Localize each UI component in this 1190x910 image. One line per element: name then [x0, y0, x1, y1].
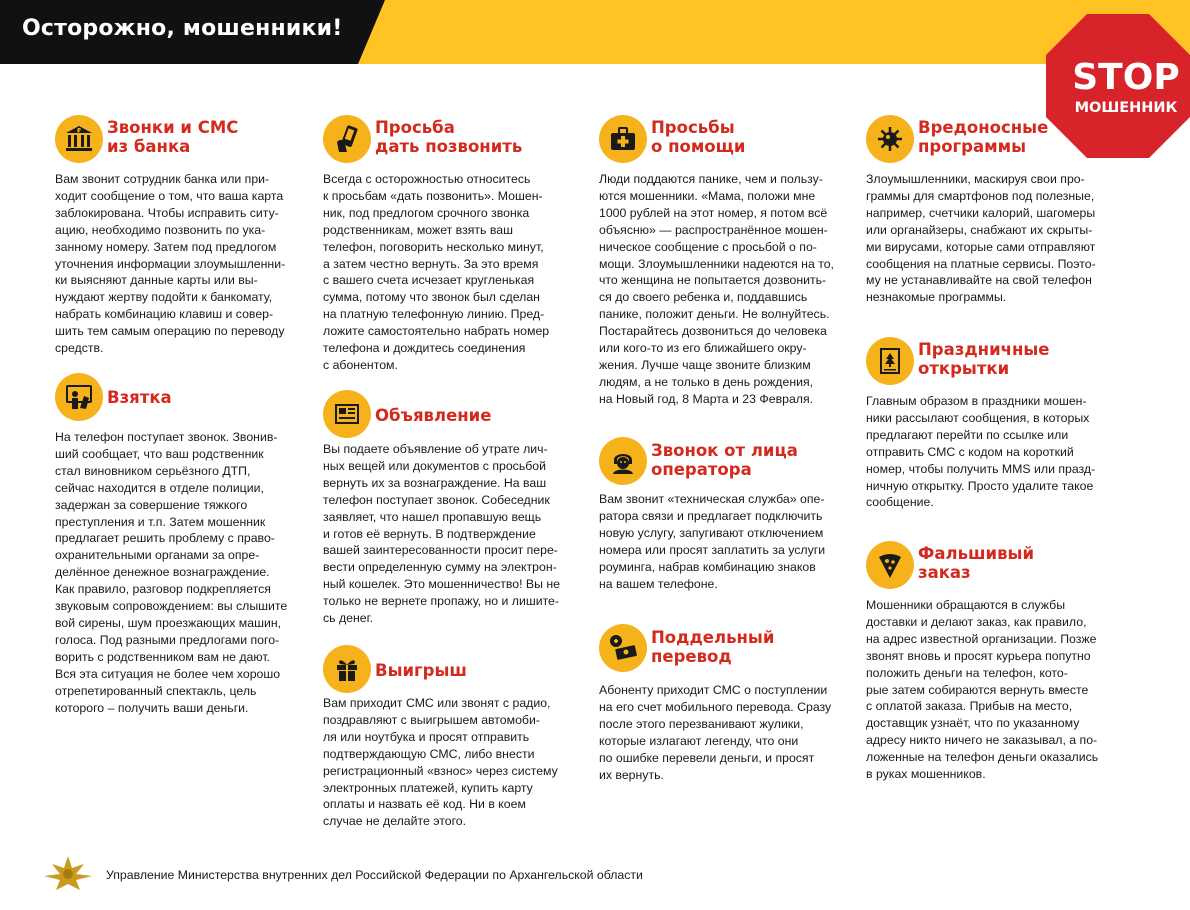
section-text: Люди поддаются панике, чем и пользу- ются мошенники. «Мама, положи мне 1000 рублей на этот номер, я потом всё объясню» — распространённое мошен- ническое сообщение с просьбой о по- мощи. Злоумышленники надеются на то, что женщина не попытается дозвонить- ся до своего ребенка и, поддавшись панике, положит деньги. Не волнуйтесь. Постарайтесь дозвониться до человека или кого-то из его ближайшего окру- жения. Лучше чаще звоните близким людям, а не только в день рождения, на Новый год, 8 Марта и 23 Февраля. — [599, 172, 834, 406]
newspaper-icon — [323, 390, 371, 438]
pizza-icon — [866, 541, 914, 589]
section-title: Вредоносные программы — [918, 118, 1049, 156]
section-prize — [323, 645, 585, 830]
section-text: Злоумышленники, маскируя свои про- граммы для смартфонов под полезные, например, счетчики калорий, шагомеры или органайзеры, снабжают их скрыты- ми вирусами, которые сами отправляют сообщения на платные сервисы. Поэто- му не устанавливайте на свой телефон незнакомые программы. — [866, 172, 1096, 305]
bribe-icon — [55, 373, 103, 421]
section-text: Вам звонит сотрудник банка или при- ходит сообщение о том, что ваша карта заблокирована. Чтобы исправить ситу- ацию, необходимо позвонить по ука- занному номеру. Затем под предлогом уточнения информации злоумышленни- ки выясняют данные карты или вы- нуждают жертву подойти к банкомату, набрать комбинацию клавиш и совер- шить тем самым операцию по переводу средств. — [55, 172, 286, 356]
section-malware — [866, 115, 1128, 306]
section-text: Вы подаете объявление об утрате лич- ных вещей или документов с просьбой вернуть их за вознаграждение. На ваш телефон поступает звонок. Собеседник заявляет, что нашел пропавшую вещь и готов её вернуть. В подтверждение вашей заинтересованности просит пере- вести определенную сумму на электрон- ный кошелек. Это мошенничество! Вы не только не вернете пропажу, но и лишите- сь денег. — [323, 442, 561, 626]
footer-text: Управление Министерства внутренних дел Российской Федерации по Архангельской области — [106, 868, 643, 882]
section-title: Выигрыш — [375, 661, 467, 680]
section-transfer — [599, 624, 861, 783]
section-text: Вам звонит «техническая служба» опе- ратора связи и предлагает подключить новую услугу, запугивают отключением номера или просят заплатить за услуги роуминга, набрав комбинацию знаков на вашем телефоне. — [599, 492, 826, 591]
section-text: На телефон поступает звонок. Звонив- ший сообщает, что ваш родственник стал виновником серьёзного ДТП, сейчас находится в отделе полиции, задержан за совершение тяжкого преступления и т.п. Затем мошенник предлагает решить проблему с право- охранительными органами за опре- делённое денежное вознаграждение. Как правило, разговор подкрепляется звуковым сопровождением: вы слышите вой сирены, шум проезжающих машин, голоса. Под разными предлогами пого- ворить с родственником вам не дают. Вся эта ситуация не более чем хорошо отрепетированный спектакль, цель которого – получить ваши деньги. — [55, 430, 288, 715]
first-aid-icon — [599, 115, 647, 163]
section-fake-order — [866, 541, 1128, 783]
section-title: Поддельный перевод — [651, 628, 775, 666]
stop-word: STOP — [1072, 57, 1180, 98]
operator-headset-icon — [599, 437, 647, 485]
section-call-request — [323, 115, 583, 374]
bank-icon — [55, 115, 103, 163]
stop-subtitle: МОШЕННИК — [1074, 100, 1178, 116]
section-title: Звонки и СМС из банка — [107, 118, 239, 156]
section-title: Просьбы о помощи — [651, 118, 746, 156]
section-cards — [866, 337, 1128, 511]
section-title: Объявление — [375, 406, 492, 425]
section-text: Абоненту приходит СМС о поступлении на его счет мобильного перевода. Сразу после этого перезванивают жулики, которые излагают легенду, что они по ошибке перевели деньги, и просят их вернуть. — [599, 683, 832, 782]
section-title: Звонок от лица оператора — [651, 441, 798, 479]
section-bank — [55, 115, 315, 357]
money-transfer-icon — [599, 624, 647, 672]
section-title: Праздничные открытки — [918, 340, 1050, 378]
page-title: Осторожно, мошенники! — [22, 16, 343, 41]
svg-text:₽: ₽ — [76, 127, 82, 135]
gift-icon — [323, 645, 371, 693]
section-help — [599, 115, 859, 408]
section-text: Мошенники обращаются в службы доставки и делают заказ, как правило, на адрес известной организации. Позже звонят вновь и просят курьера попутно положить деньги на телефон, кото- рые затем собираются вернуть вместе с оплатой заказа. Прибыв на место, доставщик узнаёт, что по указанному адресу никто ничего не заказывал, а по- ложенные на телефон деньги оказались в руках мошенников. — [866, 598, 1099, 782]
section-operator — [599, 437, 861, 592]
section-title: Фальшивый заказ — [918, 544, 1035, 582]
section-title: Взятка — [107, 388, 172, 407]
section-title: Просьба дать позвонить — [375, 118, 523, 156]
section-text: Главным образом в праздники мошен- ники рассылают сообщения, в которых предлагают перейти по ссылке или отправить СМС с кодом на короткий номер, чтобы получить MMS или празд- ничную открытку. Просто удалите такое сообщение. — [866, 394, 1096, 510]
greeting-card-icon — [866, 337, 914, 385]
phone-hand-icon — [323, 115, 371, 163]
virus-icon — [866, 115, 914, 163]
eagle-emblem-icon — [36, 854, 100, 894]
section-text: Вам приходит СМС или звонят с радио, поздравляют с выигрышем автомоби- ля или ноутбука и просят отправить подтверждающую СМС, либо внести регистрационный «взнос» через систему электронных платежей, купить карту оплаты и назвать её код. Ни в коем случае не делайте этого. — [323, 696, 558, 829]
section-text: Всегда с осторожностью относитесь к просьбам «дать позвонить». Мошен- ник, под предлогом срочного звонка родственникам, может взять ваш телефон, поговорить несколько минут, а затем честно вернуть. За это время с вашего счета исчезает кругленькая сумма, потому что звонок был сделан на платную телефонную линию. Пред- ложите самостоятельно набрать номер телефона и дождитесь соединения с абонентом. — [323, 172, 550, 372]
section-ad — [323, 390, 585, 627]
section-bribe — [55, 373, 317, 716]
